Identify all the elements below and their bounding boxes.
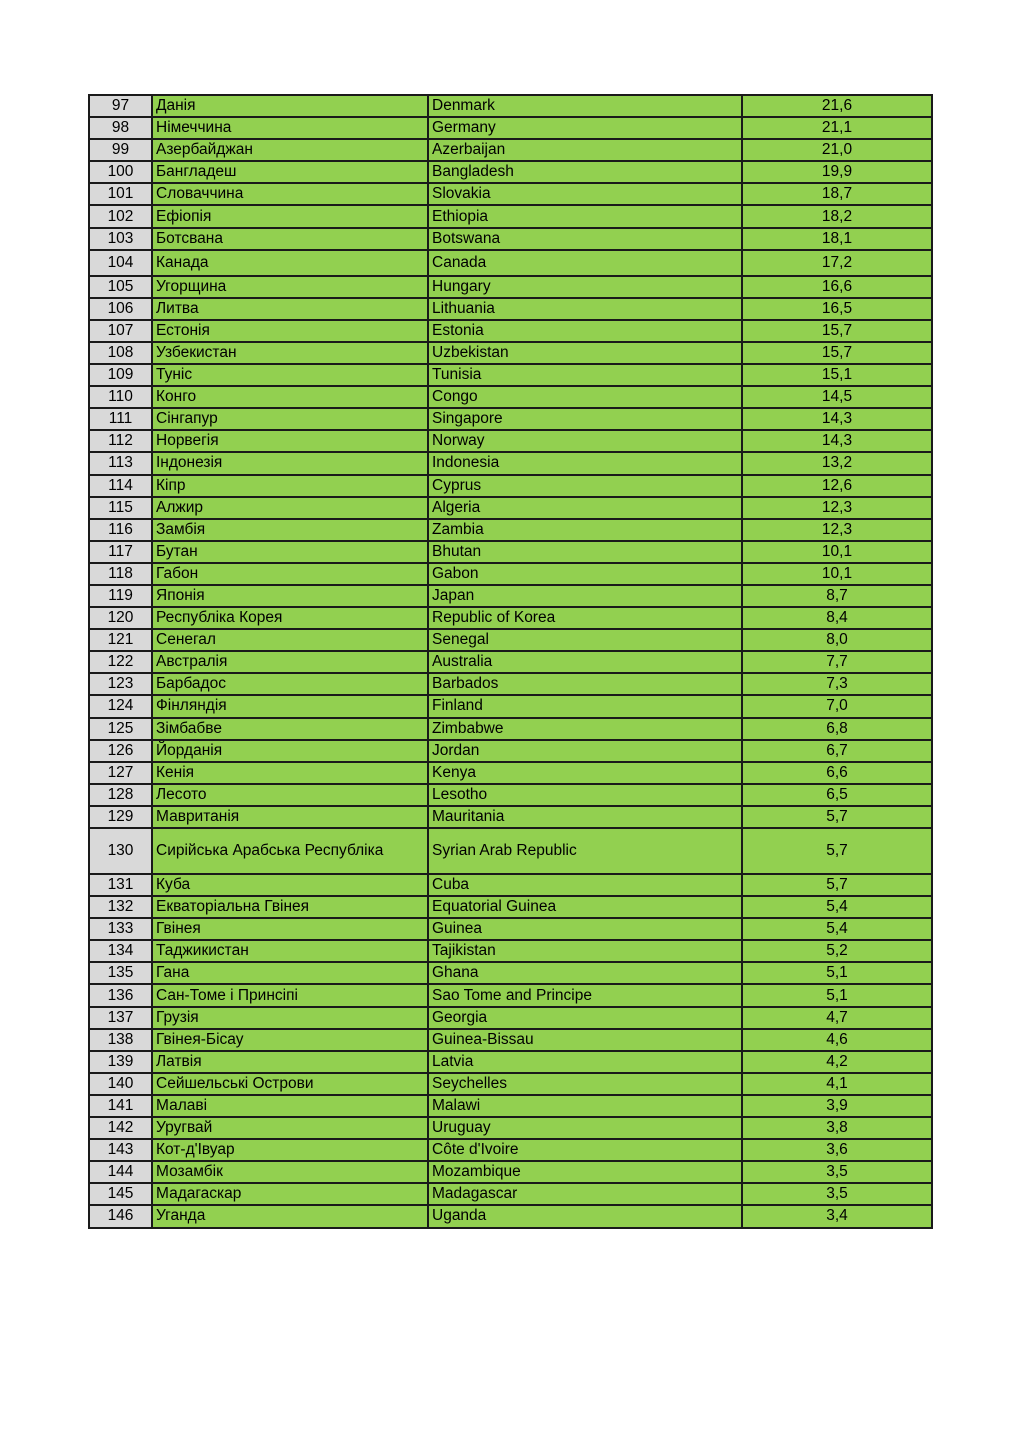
rank-cell: 139 — [89, 1051, 152, 1073]
country-name-uk-cell: Республіка Корея — [152, 607, 428, 629]
rank-cell: 137 — [89, 1007, 152, 1029]
rank-cell: 113 — [89, 452, 152, 474]
table-row — [89, 228, 932, 250]
value-cell: 5,1 — [742, 984, 932, 1006]
rank-cell: 135 — [89, 962, 152, 984]
country-name-uk-cell: Австралія — [152, 651, 428, 673]
country-name-en-cell: Barbados — [428, 673, 742, 695]
country-name-uk-cell: Сейшельські Острови — [152, 1073, 428, 1095]
country-name-uk-cell: Сенегал — [152, 629, 428, 651]
table-row — [89, 250, 932, 276]
country-name-en-cell: Georgia — [428, 1007, 742, 1029]
country-name-en-cell: Guinea — [428, 918, 742, 940]
country-name-uk-cell: Кенія — [152, 762, 428, 784]
table-row — [89, 1183, 932, 1205]
country-name-en-cell: Seychelles — [428, 1073, 742, 1095]
value-cell: 16,6 — [742, 276, 932, 298]
value-cell: 5,2 — [742, 940, 932, 962]
value-cell: 3,5 — [742, 1161, 932, 1183]
rank-cell: 119 — [89, 585, 152, 607]
country-name-uk-cell: Японія — [152, 585, 428, 607]
country-name-en-cell: Indonesia — [428, 452, 742, 474]
value-cell: 3,9 — [742, 1095, 932, 1117]
country-name-en-cell: Sao Tome and Principe — [428, 984, 742, 1006]
table-row — [89, 984, 932, 1006]
value-cell: 6,7 — [742, 740, 932, 762]
value-cell: 8,4 — [742, 607, 932, 629]
rank-cell: 97 — [89, 95, 152, 117]
value-cell: 7,3 — [742, 673, 932, 695]
country-name-uk-cell: Литва — [152, 298, 428, 320]
country-name-uk-cell: Габон — [152, 563, 428, 585]
table-row — [89, 342, 932, 364]
country-name-uk-cell: Норвегія — [152, 430, 428, 452]
value-cell: 13,2 — [742, 452, 932, 474]
country-name-en-cell: Japan — [428, 585, 742, 607]
country-name-uk-cell: Екваторіальна Гвінея — [152, 896, 428, 918]
country-name-uk-cell: Мадагаскар — [152, 1183, 428, 1205]
value-cell: 6,5 — [742, 784, 932, 806]
rank-cell: 107 — [89, 320, 152, 342]
country-name-uk-cell: Уругвай — [152, 1117, 428, 1139]
country-name-uk-cell: Німеччина — [152, 117, 428, 139]
country-name-en-cell: Denmark — [428, 95, 742, 117]
country-name-uk-cell: Уганда — [152, 1205, 428, 1227]
value-cell: 4,6 — [742, 1029, 932, 1051]
table-row — [89, 161, 932, 183]
value-cell: 19,9 — [742, 161, 932, 183]
table-row — [89, 183, 932, 205]
country-name-uk-cell: Гвінея-Бісау — [152, 1029, 428, 1051]
country-name-uk-cell: Куба — [152, 874, 428, 896]
table-row — [89, 762, 932, 784]
country-name-en-cell: Germany — [428, 117, 742, 139]
country-name-uk-cell: Азербайджан — [152, 139, 428, 161]
table-row — [89, 1073, 932, 1095]
rank-cell: 120 — [89, 607, 152, 629]
country-name-uk-cell: Йорданія — [152, 740, 428, 762]
country-name-uk-cell: Фінляндія — [152, 695, 428, 717]
table-row — [89, 276, 932, 298]
rank-cell: 126 — [89, 740, 152, 762]
table-row — [89, 651, 932, 673]
country-name-uk-cell: Грузія — [152, 1007, 428, 1029]
value-cell: 5,4 — [742, 918, 932, 940]
country-name-uk-cell: Бангладеш — [152, 161, 428, 183]
country-name-en-cell: Norway — [428, 430, 742, 452]
value-cell: 5,7 — [742, 806, 932, 828]
country-name-uk-cell: Узбекистан — [152, 342, 428, 364]
table-row — [89, 896, 932, 918]
country-name-uk-cell: Замбія — [152, 519, 428, 541]
country-name-en-cell: Gabon — [428, 563, 742, 585]
table-row — [89, 1205, 932, 1227]
value-cell: 18,1 — [742, 228, 932, 250]
country-name-en-cell: Bhutan — [428, 541, 742, 563]
table-row — [89, 1139, 932, 1161]
country-name-en-cell: Syrian Arab Republic — [428, 828, 742, 874]
rank-cell: 101 — [89, 183, 152, 205]
rank-cell: 133 — [89, 918, 152, 940]
country-name-uk-cell: Мавританія — [152, 806, 428, 828]
table-row — [89, 607, 932, 629]
value-cell: 3,5 — [742, 1183, 932, 1205]
value-cell: 17,2 — [742, 250, 932, 276]
table-row — [89, 541, 932, 563]
country-name-uk-cell: Ботсвана — [152, 228, 428, 250]
country-name-en-cell: Cuba — [428, 874, 742, 896]
rank-cell: 131 — [89, 874, 152, 896]
value-cell: 3,4 — [742, 1205, 932, 1227]
country-name-en-cell: Finland — [428, 695, 742, 717]
country-name-uk-cell: Кіпр — [152, 475, 428, 497]
table-row — [89, 563, 932, 585]
rank-cell: 129 — [89, 806, 152, 828]
country-name-en-cell: Uzbekistan — [428, 342, 742, 364]
country-name-en-cell: Tunisia — [428, 364, 742, 386]
table-row — [89, 874, 932, 896]
rank-cell: 132 — [89, 896, 152, 918]
value-cell: 4,1 — [742, 1073, 932, 1095]
table-row — [89, 1161, 932, 1183]
rank-cell: 117 — [89, 541, 152, 563]
rank-cell: 104 — [89, 250, 152, 276]
rank-cell: 98 — [89, 117, 152, 139]
table-row — [89, 962, 932, 984]
country-name-en-cell: Madagascar — [428, 1183, 742, 1205]
rank-cell: 116 — [89, 519, 152, 541]
value-cell: 5,7 — [742, 874, 932, 896]
country-name-en-cell: Botswana — [428, 228, 742, 250]
rank-cell: 105 — [89, 276, 152, 298]
country-name-uk-cell: Зімбабве — [152, 718, 428, 740]
country-name-uk-cell: Данія — [152, 95, 428, 117]
rank-cell: 127 — [89, 762, 152, 784]
table-row — [89, 139, 932, 161]
value-cell: 21,1 — [742, 117, 932, 139]
table-row — [89, 320, 932, 342]
country-name-en-cell: Algeria — [428, 497, 742, 519]
rank-cell: 134 — [89, 940, 152, 962]
table-row — [89, 1095, 932, 1117]
country-name-uk-cell: Туніс — [152, 364, 428, 386]
country-name-en-cell: Côte d'Ivoire — [428, 1139, 742, 1161]
table-row — [89, 673, 932, 695]
document-page — [88, 94, 933, 1229]
rank-cell: 121 — [89, 629, 152, 651]
country-name-en-cell: Jordan — [428, 740, 742, 762]
rank-cell: 114 — [89, 475, 152, 497]
value-cell: 15,1 — [742, 364, 932, 386]
value-cell: 14,3 — [742, 408, 932, 430]
rank-cell: 140 — [89, 1073, 152, 1095]
table-row — [89, 629, 932, 651]
country-name-en-cell: Kenya — [428, 762, 742, 784]
table-row — [89, 585, 932, 607]
country-name-en-cell: Bangladesh — [428, 161, 742, 183]
table-row — [89, 1051, 932, 1073]
country-name-uk-cell: Лесото — [152, 784, 428, 806]
table-row — [89, 784, 932, 806]
table-row — [89, 497, 932, 519]
country-name-en-cell: Latvia — [428, 1051, 742, 1073]
rank-cell: 111 — [89, 408, 152, 430]
country-name-uk-cell: Гана — [152, 962, 428, 984]
rank-cell: 143 — [89, 1139, 152, 1161]
country-name-en-cell: Mauritania — [428, 806, 742, 828]
country-table — [88, 94, 933, 1229]
country-name-en-cell: Republic of Korea — [428, 607, 742, 629]
country-name-en-cell: Lithuania — [428, 298, 742, 320]
value-cell: 21,6 — [742, 95, 932, 117]
country-name-en-cell: Malawi — [428, 1095, 742, 1117]
country-name-uk-cell: Гвінея — [152, 918, 428, 940]
country-name-en-cell: Canada — [428, 250, 742, 276]
value-cell: 14,3 — [742, 430, 932, 452]
table-row — [89, 95, 932, 117]
country-name-uk-cell: Ефіопія — [152, 205, 428, 227]
rank-cell: 138 — [89, 1029, 152, 1051]
country-name-en-cell: Congo — [428, 386, 742, 408]
value-cell: 6,8 — [742, 718, 932, 740]
country-name-en-cell: Estonia — [428, 320, 742, 342]
table-row — [89, 695, 932, 717]
rank-cell: 109 — [89, 364, 152, 386]
country-name-en-cell: Hungary — [428, 276, 742, 298]
country-name-uk-cell: Сінгапур — [152, 408, 428, 430]
country-name-uk-cell: Латвія — [152, 1051, 428, 1073]
rank-cell: 103 — [89, 228, 152, 250]
rank-cell: 123 — [89, 673, 152, 695]
value-cell: 18,2 — [742, 205, 932, 227]
value-cell: 4,2 — [742, 1051, 932, 1073]
country-name-en-cell: Cyprus — [428, 475, 742, 497]
table-row — [89, 740, 932, 762]
table-row — [89, 386, 932, 408]
rank-cell: 130 — [89, 828, 152, 874]
table-row — [89, 298, 932, 320]
country-name-en-cell: Slovakia — [428, 183, 742, 205]
country-name-uk-cell: Алжир — [152, 497, 428, 519]
value-cell: 18,7 — [742, 183, 932, 205]
rank-cell: 112 — [89, 430, 152, 452]
rank-cell: 118 — [89, 563, 152, 585]
value-cell: 5,4 — [742, 896, 932, 918]
country-name-en-cell: Singapore — [428, 408, 742, 430]
value-cell: 12,6 — [742, 475, 932, 497]
value-cell: 5,7 — [742, 828, 932, 874]
country-name-en-cell: Zambia — [428, 519, 742, 541]
rank-cell: 144 — [89, 1161, 152, 1183]
table-row — [89, 452, 932, 474]
country-name-en-cell: Equatorial Guinea — [428, 896, 742, 918]
table-row — [89, 918, 932, 940]
value-cell: 15,7 — [742, 320, 932, 342]
table-row — [89, 408, 932, 430]
value-cell: 10,1 — [742, 563, 932, 585]
country-name-uk-cell: Словаччина — [152, 183, 428, 205]
rank-cell: 136 — [89, 984, 152, 1006]
value-cell: 5,1 — [742, 962, 932, 984]
value-cell: 3,8 — [742, 1117, 932, 1139]
table-row — [89, 828, 932, 874]
table-body — [89, 95, 932, 1228]
country-name-uk-cell: Канада — [152, 250, 428, 276]
rank-cell: 141 — [89, 1095, 152, 1117]
table-row — [89, 117, 932, 139]
rank-cell: 115 — [89, 497, 152, 519]
value-cell: 12,3 — [742, 519, 932, 541]
table-row — [89, 430, 932, 452]
value-cell: 12,3 — [742, 497, 932, 519]
rank-cell: 145 — [89, 1183, 152, 1205]
table-row — [89, 1117, 932, 1139]
rank-cell: 110 — [89, 386, 152, 408]
table-row — [89, 1007, 932, 1029]
country-name-en-cell: Azerbaijan — [428, 139, 742, 161]
table-row — [89, 205, 932, 227]
table-row — [89, 475, 932, 497]
country-name-uk-cell: Сан-Томе і Принсіпі — [152, 984, 428, 1006]
country-name-uk-cell: Барбадос — [152, 673, 428, 695]
value-cell: 8,0 — [742, 629, 932, 651]
rank-cell: 108 — [89, 342, 152, 364]
rank-cell: 122 — [89, 651, 152, 673]
value-cell: 4,7 — [742, 1007, 932, 1029]
country-name-en-cell: Uruguay — [428, 1117, 742, 1139]
table-row — [89, 1029, 932, 1051]
country-name-en-cell: Ghana — [428, 962, 742, 984]
value-cell: 6,6 — [742, 762, 932, 784]
country-name-uk-cell: Конго — [152, 386, 428, 408]
country-name-en-cell: Uganda — [428, 1205, 742, 1227]
table-row — [89, 718, 932, 740]
country-name-en-cell: Australia — [428, 651, 742, 673]
rank-cell: 142 — [89, 1117, 152, 1139]
country-name-en-cell: Senegal — [428, 629, 742, 651]
rank-cell: 125 — [89, 718, 152, 740]
country-name-uk-cell: Естонія — [152, 320, 428, 342]
rank-cell: 99 — [89, 139, 152, 161]
value-cell: 14,5 — [742, 386, 932, 408]
value-cell: 8,7 — [742, 585, 932, 607]
country-name-uk-cell: Угорщина — [152, 276, 428, 298]
value-cell: 7,0 — [742, 695, 932, 717]
country-name-uk-cell: Кот-д'Івуар — [152, 1139, 428, 1161]
rank-cell: 128 — [89, 784, 152, 806]
value-cell: 7,7 — [742, 651, 932, 673]
rank-cell: 102 — [89, 205, 152, 227]
table-row — [89, 519, 932, 541]
country-name-uk-cell: Індонезія — [152, 452, 428, 474]
country-name-uk-cell: Сирійська Арабська Республіка — [152, 828, 428, 874]
value-cell: 16,5 — [742, 298, 932, 320]
table-row — [89, 806, 932, 828]
rank-cell: 100 — [89, 161, 152, 183]
value-cell: 10,1 — [742, 541, 932, 563]
country-name-en-cell: Zimbabwe — [428, 718, 742, 740]
rank-cell: 146 — [89, 1205, 152, 1227]
rank-cell: 106 — [89, 298, 152, 320]
country-name-uk-cell: Мозамбік — [152, 1161, 428, 1183]
country-name-uk-cell: Малаві — [152, 1095, 428, 1117]
rank-cell: 124 — [89, 695, 152, 717]
country-name-en-cell: Lesotho — [428, 784, 742, 806]
country-name-en-cell: Tajikistan — [428, 940, 742, 962]
country-name-en-cell: Mozambique — [428, 1161, 742, 1183]
value-cell: 21,0 — [742, 139, 932, 161]
country-name-uk-cell: Бутан — [152, 541, 428, 563]
country-name-en-cell: Ethiopia — [428, 205, 742, 227]
value-cell: 3,6 — [742, 1139, 932, 1161]
country-name-en-cell: Guinea-Bissau — [428, 1029, 742, 1051]
table-row — [89, 940, 932, 962]
table-row — [89, 364, 932, 386]
value-cell: 15,7 — [742, 342, 932, 364]
country-name-uk-cell: Таджикистан — [152, 940, 428, 962]
